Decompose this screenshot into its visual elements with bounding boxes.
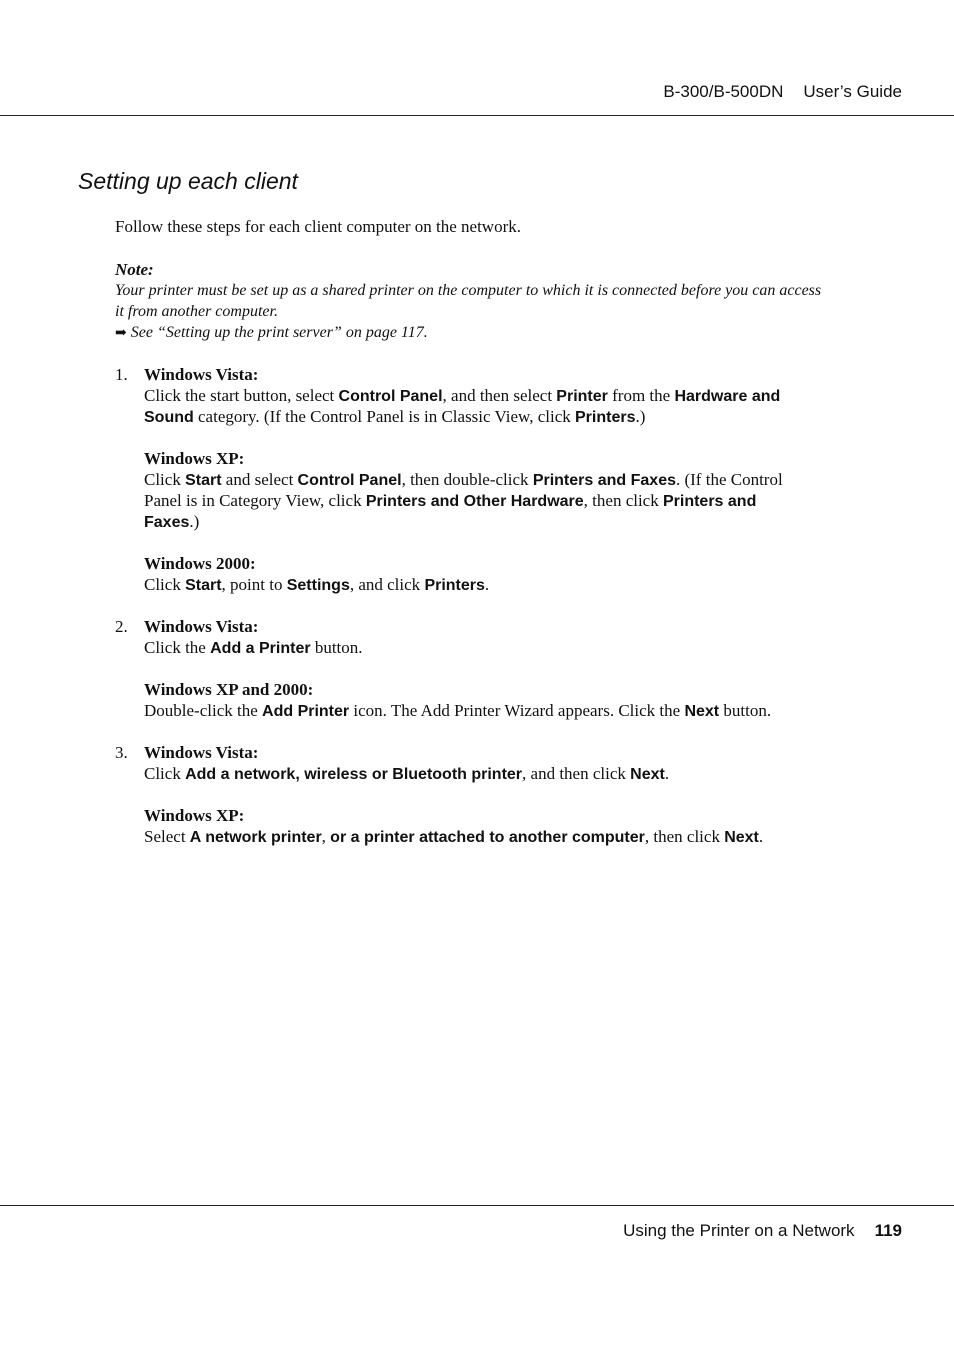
instruction-text: and select [221, 470, 298, 489]
os-heading: Windows XP: [144, 449, 245, 468]
instruction-text: , and then select [442, 386, 557, 405]
instruction-text: Click [144, 575, 186, 594]
instruction-text: . (If the Control [675, 470, 783, 489]
instruction-text: . [484, 575, 490, 594]
ui-term: Faxes [144, 514, 190, 531]
os-heading: Windows 2000: [144, 554, 256, 573]
instruction-text: , point to [221, 575, 287, 594]
ui-term: Control Panel [338, 388, 443, 405]
instruction-text: , then double-click [401, 470, 533, 489]
ui-term: Printers [424, 577, 485, 594]
instruction-text: , then click [583, 491, 663, 510]
ui-term: or a printer attached to another computer [330, 829, 645, 846]
instruction-text: , [321, 827, 331, 846]
instruction-text: Double-click the [144, 701, 263, 720]
step-number: 1. [115, 365, 128, 384]
instruction-text: button. [310, 638, 363, 657]
note-text-line: Your printer must be set up as a shared printer on the computer to which it is connected before you can access [115, 282, 822, 299]
instruction-text: .) [635, 407, 646, 426]
os-heading: Windows XP and 2000: [144, 680, 314, 699]
step-number: 2. [115, 617, 128, 636]
instruction-text: category. (If the Control Panel is in Classic View, click [193, 407, 575, 426]
ui-term: Printer [556, 388, 608, 405]
instruction-line [144, 826, 763, 848]
os-heading: Windows Vista: [144, 365, 259, 384]
arrow-right-icon: ➡ [115, 326, 127, 341]
instruction-line [144, 385, 780, 407]
guide-name: User’s Guide [803, 82, 902, 101]
instruction-line [144, 469, 783, 491]
instruction-text: . [664, 764, 670, 783]
os-heading: Windows Vista: [144, 617, 259, 636]
instruction-text: Click the [144, 638, 211, 657]
ui-term: Control Panel [297, 472, 402, 489]
ui-term: Add a network, wireless or Bluetooth printer [185, 766, 523, 783]
ui-term: Start [185, 472, 222, 489]
instruction-text: from the [607, 386, 675, 405]
ui-term: Next [724, 829, 759, 846]
instruction-line [144, 637, 363, 659]
ui-term: Start [185, 577, 222, 594]
os-heading: Windows Vista: [144, 743, 259, 762]
running-footer [623, 1221, 902, 1241]
instruction-text: Panel is in Category View, click [144, 491, 366, 510]
page-number: 119 [874, 1221, 902, 1240]
instruction-line [144, 406, 645, 428]
ui-term: Printers and Faxes [532, 472, 676, 489]
os-heading: Windows XP: [144, 806, 245, 825]
ui-term: Hardware and [674, 388, 781, 405]
ui-term: Printers and Other Hardware [365, 493, 584, 510]
ui-term: Add a Printer [210, 640, 311, 657]
ui-term: A network printer [189, 829, 322, 846]
instruction-line [144, 700, 771, 722]
instruction-text: button. [719, 701, 772, 720]
ui-term: Next [630, 766, 665, 783]
ui-term: Next [684, 703, 720, 720]
note-cross-reference [115, 322, 428, 344]
section-name: Using the Printer on a Network [623, 1221, 855, 1240]
ui-term: Settings [286, 577, 350, 594]
instruction-line [144, 763, 669, 785]
instruction-text: , and click [349, 575, 425, 594]
instruction-line [144, 574, 489, 596]
instruction-text: Click [144, 470, 186, 489]
intro-paragraph: Follow these steps for each client computer on the network. [115, 217, 521, 236]
instruction-text: icon. The Add Printer Wizard appears. Click the [349, 701, 685, 720]
ui-term: Printers [575, 409, 636, 426]
note-heading: Note: [115, 260, 154, 279]
page-title: Setting up each client [78, 168, 298, 194]
instruction-text: . [758, 827, 764, 846]
ui-term: Sound [144, 409, 194, 426]
note-text-line: it from another computer. [115, 303, 278, 320]
footer-rule [0, 1205, 954, 1206]
instruction-text: , and then click [522, 764, 631, 783]
instruction-line [144, 511, 199, 533]
instruction-text: .) [189, 512, 200, 531]
cross-reference-link[interactable]: See “Setting up the print server” on page 117. [130, 324, 428, 341]
ui-term: Printers and [662, 493, 757, 510]
instruction-line [144, 490, 756, 512]
instruction-text: Click the start button, select [144, 386, 339, 405]
instruction-text: , then click [644, 827, 725, 846]
instruction-text: Select [144, 827, 190, 846]
ui-term: Add Printer [262, 703, 350, 720]
instruction-text: Click [144, 764, 186, 783]
model-name: B-300/B-500DN [663, 82, 784, 101]
step-number: 3. [115, 743, 128, 762]
